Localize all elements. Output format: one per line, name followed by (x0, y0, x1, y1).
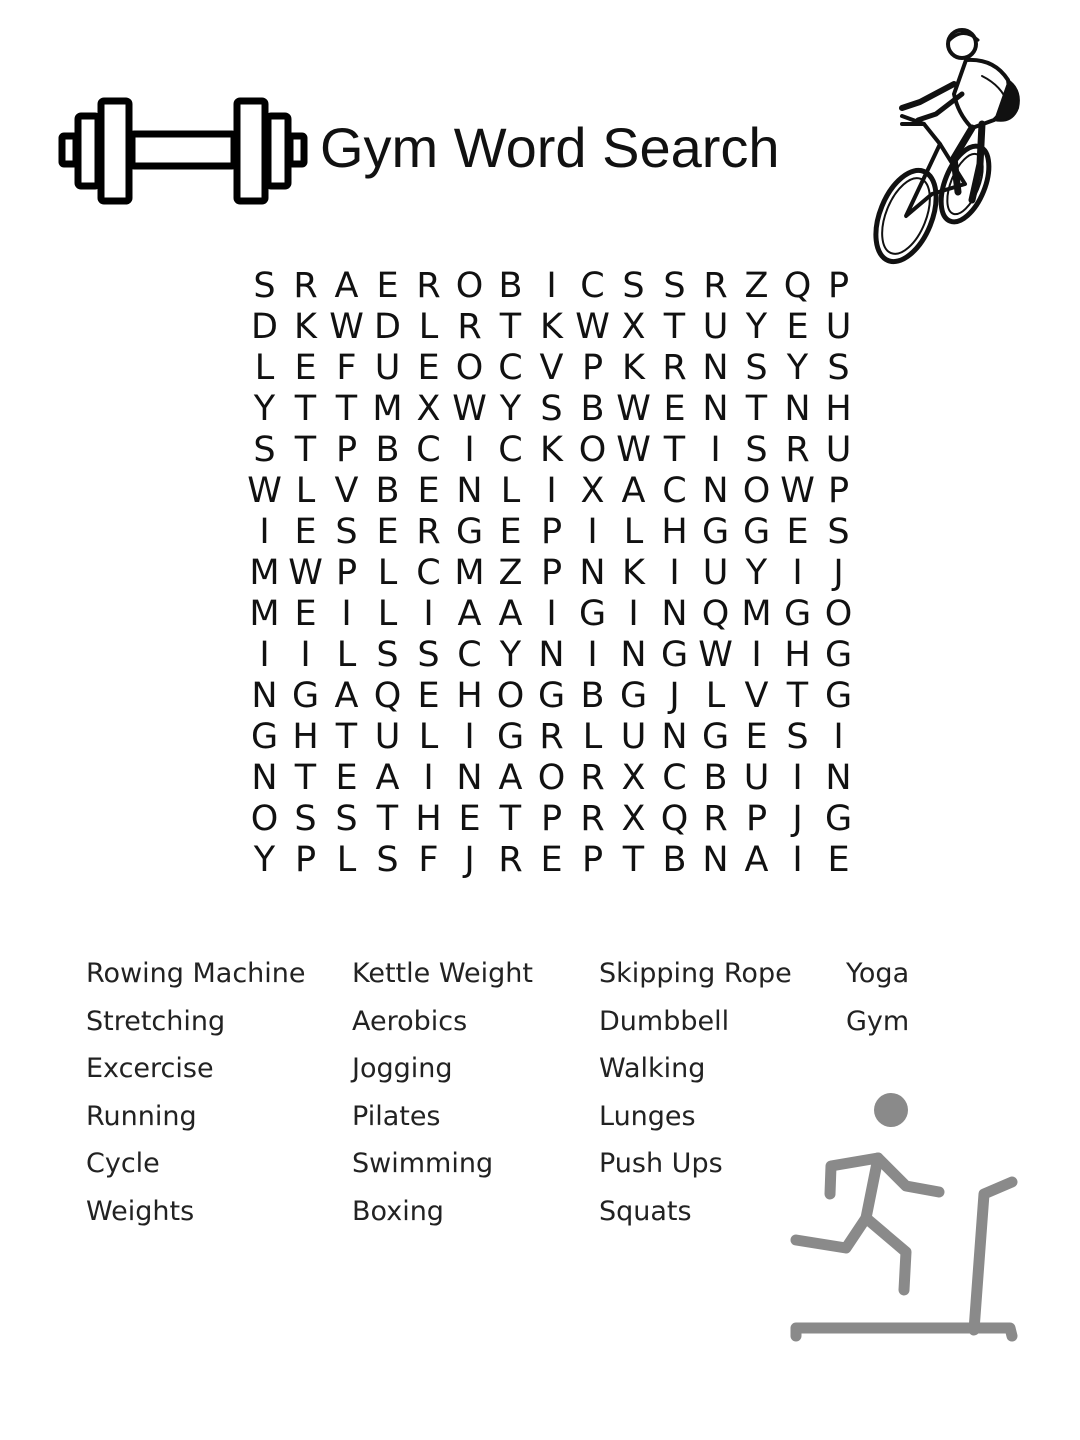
word-list-item: Stretching (86, 1005, 226, 1037)
grid-letter: W (616, 389, 651, 429)
grid-letter: O (742, 471, 771, 511)
grid-letter: U (620, 717, 647, 757)
grid-letter: Y (499, 635, 522, 675)
grid-letter: I (587, 512, 598, 552)
grid-letter: V (539, 348, 564, 388)
grid-letter: E (335, 758, 358, 798)
word-list-item: Weights (86, 1195, 195, 1227)
word-list-item: Boxing (352, 1195, 444, 1227)
grid-letter: A (621, 471, 646, 511)
grid-letter: R (580, 799, 605, 839)
grid-letter: L (418, 307, 439, 347)
grid-letter: S (745, 430, 768, 470)
word-list-item: Walking (599, 1053, 706, 1084)
word-list-item: Squats (599, 1195, 692, 1227)
grid-letter: T (376, 799, 399, 839)
grid-letter: G (660, 635, 689, 675)
grid-letter: Y (499, 389, 522, 429)
grid-letter: S (622, 266, 645, 306)
word-list-item: Excercise (86, 1053, 214, 1084)
grid-letter: C (457, 635, 482, 675)
grid-letter: N (702, 348, 729, 388)
grid-letter: R (703, 266, 728, 306)
grid-letter: E (540, 840, 563, 880)
grid-letter: D (374, 307, 401, 347)
grid-letter: H (292, 717, 319, 757)
grid-letter: Y (745, 553, 768, 593)
grid-letter: H (661, 512, 688, 552)
grid-letter: S (827, 512, 850, 552)
grid-letter: R (498, 840, 523, 880)
grid-letter: F (336, 348, 357, 388)
grid-letter: R (580, 758, 605, 798)
grid-letter: I (587, 635, 598, 675)
grid-letter: O (824, 594, 853, 634)
grid-letter: A (498, 594, 523, 634)
grid-letter: P (581, 840, 604, 880)
grid-letter: P (827, 266, 850, 306)
grid-letter: H (415, 799, 442, 839)
grid-letter: C (662, 471, 687, 511)
grid-letter: I (751, 635, 762, 675)
grid-letter: T (294, 389, 317, 429)
dumbbell-icon (56, 96, 310, 206)
grid-letter: I (833, 717, 844, 757)
grid-letter: Q (783, 266, 812, 306)
grid-letter: K (622, 348, 645, 388)
word-list-item: Yoga (846, 958, 910, 989)
word-list-item: Swimming (352, 1148, 494, 1179)
grid-letter: T (335, 389, 358, 429)
grid-letter: N (579, 553, 606, 593)
grid-letter: E (294, 594, 317, 634)
grid-letter: U (825, 307, 852, 347)
grid-letter: W (288, 553, 323, 593)
grid-letter: R (416, 266, 441, 306)
word-list-item: Push Ups (599, 1148, 723, 1179)
grid-letter: R (539, 717, 564, 757)
grid-letter: Z (744, 266, 769, 306)
grid-letter: U (743, 758, 770, 798)
grid-letter: W (247, 471, 282, 511)
grid-letter: O (578, 430, 607, 470)
grid-letter: N (661, 717, 688, 757)
grid-letter: I (628, 594, 639, 634)
grid-letter: I (423, 758, 434, 798)
grid-letter: S (294, 799, 317, 839)
grid-letter: N (825, 758, 852, 798)
grid-letter: S (540, 389, 563, 429)
grid-letter: L (336, 635, 357, 675)
grid-letter: P (745, 799, 768, 839)
grid-letter: C (498, 348, 523, 388)
grid-letter: S (663, 266, 686, 306)
grid-letter: W (329, 307, 364, 347)
grid-letter: C (416, 430, 441, 470)
grid-letter: N (251, 758, 278, 798)
grid-letter: T (745, 389, 768, 429)
grid-letter: N (456, 758, 483, 798)
word-list-item: Kettle Weight (352, 958, 533, 989)
grid-letter: T (499, 799, 522, 839)
grid-letter: R (703, 799, 728, 839)
grid-letter: I (792, 553, 803, 593)
letter-grid (244, 266, 859, 881)
grid-letter: P (294, 840, 317, 880)
grid-letter: S (376, 840, 399, 880)
grid-letter: Q (701, 594, 730, 634)
grid-letter: X (621, 758, 646, 798)
grid-letter: P (540, 553, 563, 593)
grid-letter: V (334, 471, 359, 511)
grid-letter: T (499, 307, 522, 347)
grid-letter: G (578, 594, 607, 634)
grid-letter: I (710, 430, 721, 470)
grid-letter: L (377, 594, 398, 634)
treadmill-runner-icon (784, 1086, 1024, 1348)
grid-letter: A (375, 758, 400, 798)
grid-letter: R (785, 430, 810, 470)
grid-letter: G (455, 512, 484, 552)
grid-letter: G (250, 717, 279, 757)
grid-letter: L (377, 553, 398, 593)
grid-letter: T (294, 758, 317, 798)
grid-letter: Q (373, 676, 402, 716)
word-list-item: Skipping Rope (599, 958, 792, 989)
grid-letter: I (464, 717, 475, 757)
grid-letter: S (253, 430, 276, 470)
grid-letter: C (580, 266, 605, 306)
grid-letter: T (786, 676, 809, 716)
grid-letter: G (783, 594, 812, 634)
grid-letter: L (295, 471, 316, 511)
grid-letter: I (546, 594, 557, 634)
grid-letter: T (294, 430, 317, 470)
grid-letter: T (663, 307, 686, 347)
grid-letter: G (742, 512, 771, 552)
grid-letter: I (341, 594, 352, 634)
grid-letter: K (294, 307, 317, 347)
grid-letter: I (300, 635, 311, 675)
grid-letter: B (662, 840, 687, 880)
grid-letter: G (496, 717, 525, 757)
grid-letter: B (375, 471, 400, 511)
page-title: Gym Word Search (320, 116, 780, 179)
grid-letter: O (250, 799, 279, 839)
grid-letter: X (621, 307, 646, 347)
grid-letter: S (376, 635, 399, 675)
grid-letter: L (418, 717, 439, 757)
grid-letter: Z (498, 553, 523, 593)
word-list-item: Jogging (352, 1053, 453, 1084)
grid-letter: S (745, 348, 768, 388)
grid-letter: O (496, 676, 525, 716)
grid-letter: O (537, 758, 566, 798)
grid-letter: N (251, 676, 278, 716)
grid-letter: P (335, 430, 358, 470)
grid-letter: E (376, 512, 399, 552)
grid-letter: Y (745, 307, 768, 347)
grid-letter: I (259, 635, 270, 675)
grid-letter: C (498, 430, 523, 470)
grid-letter: P (581, 348, 604, 388)
grid-letter: I (546, 471, 557, 511)
grid-letter: W (452, 389, 487, 429)
grid-letter: J (792, 799, 803, 839)
grid-letter: M (454, 553, 485, 593)
grid-letter: M (372, 389, 403, 429)
grid-letter: S (335, 799, 358, 839)
grid-letter: T (335, 717, 358, 757)
grid-letter: W (780, 471, 815, 511)
grid-letter: G (619, 676, 648, 716)
grid-letter: N (702, 389, 729, 429)
grid-letter: G (824, 635, 853, 675)
grid-letter: Y (253, 389, 276, 429)
grid-letter: E (417, 676, 440, 716)
word-list-item: Gym (846, 1005, 910, 1037)
grid-letter: V (744, 676, 769, 716)
word-list-item: Pilates (352, 1100, 441, 1132)
grid-letter: S (417, 635, 440, 675)
grid-letter: I (464, 430, 475, 470)
grid-letter: G (701, 512, 730, 552)
grid-letter: J (464, 840, 475, 880)
grid-letter: D (251, 307, 278, 347)
grid-letter: O (455, 266, 484, 306)
grid-letter: X (580, 471, 605, 511)
grid-letter: P (540, 799, 563, 839)
grid-letter: U (374, 348, 401, 388)
grid-letter: G (291, 676, 320, 716)
grid-letter: U (702, 553, 729, 593)
grid-letter: L (336, 840, 357, 880)
grid-letter: E (786, 512, 809, 552)
grid-letter: S (253, 266, 276, 306)
grid-letter: C (416, 553, 441, 593)
grid-letter: Y (253, 840, 276, 880)
grid-letter: M (249, 594, 280, 634)
word-list-item: Running (86, 1100, 197, 1132)
grid-letter: N (538, 635, 565, 675)
grid-letter: N (702, 840, 729, 880)
grid-letter: A (457, 594, 482, 634)
grid-letter: I (669, 553, 680, 593)
grid-letter: U (374, 717, 401, 757)
grid-letter: E (417, 471, 440, 511)
grid-letter: P (335, 553, 358, 593)
grid-letter: R (293, 266, 318, 306)
grid-letter: B (498, 266, 523, 306)
grid-letter: T (622, 840, 645, 880)
grid-letter: N (620, 635, 647, 675)
grid-letter: I (546, 266, 557, 306)
grid-letter: O (455, 348, 484, 388)
grid-letter: S (827, 348, 850, 388)
grid-letter: A (498, 758, 523, 798)
grid-letter: W (698, 635, 733, 675)
grid-letter: Q (660, 799, 689, 839)
grid-letter: H (784, 635, 811, 675)
grid-letter: T (663, 430, 686, 470)
grid-letter: N (661, 594, 688, 634)
grid-letter: X (416, 389, 441, 429)
grid-letter: W (616, 430, 651, 470)
grid-letter: B (375, 430, 400, 470)
grid-letter: G (537, 676, 566, 716)
grid-letter: E (294, 348, 317, 388)
grid-letter: U (825, 430, 852, 470)
grid-letter: C (662, 758, 687, 798)
grid-letter: I (792, 758, 803, 798)
grid-letter: E (294, 512, 317, 552)
grid-letter: H (456, 676, 483, 716)
grid-letter: J (669, 676, 680, 716)
grid-letter: I (423, 594, 434, 634)
grid-letter: E (745, 717, 768, 757)
grid-letter: F (418, 840, 439, 880)
grid-letter: R (457, 307, 482, 347)
grid-letter: H (825, 389, 852, 429)
grid-letter: S (335, 512, 358, 552)
word-list-item: Cycle (86, 1148, 160, 1179)
grid-letter: G (824, 799, 853, 839)
grid-letter: L (705, 676, 726, 716)
grid-letter: P (827, 471, 850, 511)
grid-letter: N (702, 471, 729, 511)
grid-letter: L (500, 471, 521, 511)
grid-letter: A (744, 840, 769, 880)
grid-letter: K (540, 307, 563, 347)
word-list-item: Aerobics (352, 1005, 468, 1037)
grid-letter: R (416, 512, 441, 552)
word-list-item: Rowing Machine (86, 958, 306, 989)
grid-letter: E (663, 389, 686, 429)
grid-letter: E (376, 266, 399, 306)
grid-letter: K (540, 430, 563, 470)
grid-letter: B (580, 676, 605, 716)
word-list-item: Lunges (599, 1100, 696, 1132)
grid-letter: A (334, 266, 359, 306)
grid-letter: L (623, 512, 644, 552)
grid-letter: J (833, 553, 844, 593)
grid-letter: M (741, 594, 772, 634)
grid-letter: L (582, 717, 603, 757)
grid-letter: X (621, 799, 646, 839)
grid-letter: U (702, 307, 729, 347)
grid-letter: S (786, 717, 809, 757)
cyclist-icon (862, 24, 1028, 268)
grid-letter: E (458, 799, 481, 839)
grid-letter: B (580, 389, 605, 429)
grid-letter: E (786, 307, 809, 347)
grid-letter: E (827, 840, 850, 880)
grid-letter: A (334, 676, 359, 716)
grid-letter: E (499, 512, 522, 552)
grid-letter: Y (786, 348, 809, 388)
word-list-item: Dumbbell (599, 1005, 730, 1037)
grid-letter: I (792, 840, 803, 880)
grid-letter: L (254, 348, 275, 388)
grid-letter: G (701, 717, 730, 757)
grid-letter: P (540, 512, 563, 552)
grid-letter: W (575, 307, 610, 347)
grid-letter: K (622, 553, 645, 593)
grid-letter: E (417, 348, 440, 388)
grid-letter: N (784, 389, 811, 429)
grid-letter: B (703, 758, 728, 798)
grid-letter: M (249, 553, 280, 593)
grid-letter: I (259, 512, 270, 552)
grid-letter: R (662, 348, 687, 388)
grid-letter: G (824, 676, 853, 716)
grid-letter: N (456, 471, 483, 511)
